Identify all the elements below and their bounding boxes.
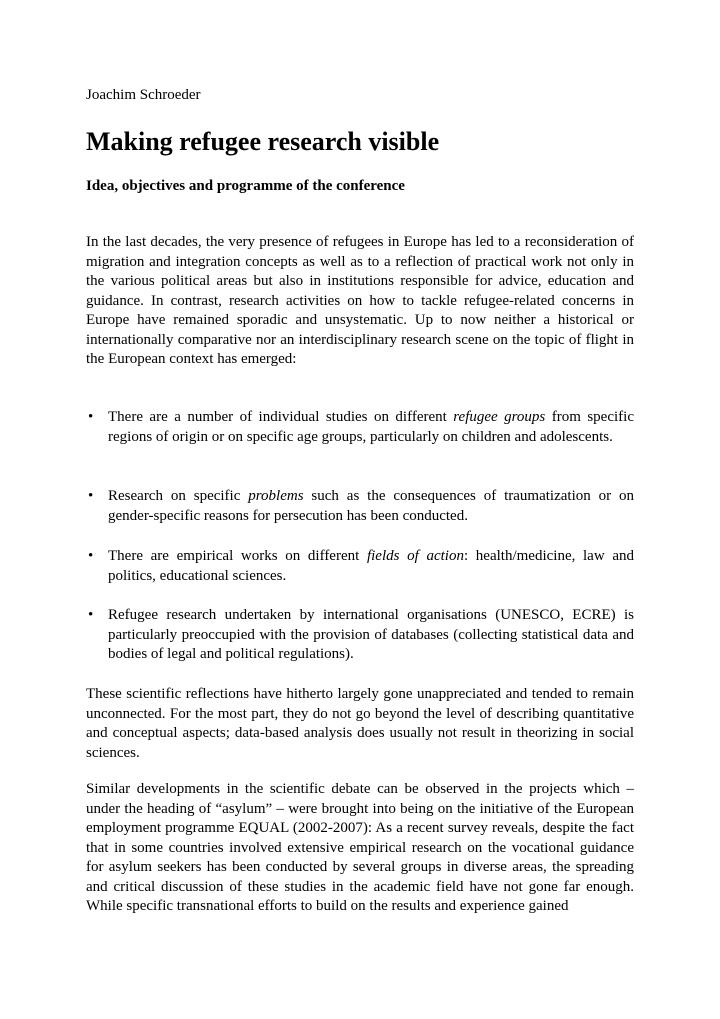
paragraph-text: Similar developments in the scientific debate can be observed in the projects which – under the heading of “asylum” – were brought into being on the initiative of the European employment programme EQUAL (2002-2007): As a recent survey reveals, despite the fact that in some countries involved extensive empirical research on the vocational guidance for asylum seekers has been conducted by several groups in diverse areas, the spreading and critical discussion of these studies in the academic field have not gone far enough. While specific transnational efforts to build on the results and experience gained	[86, 781, 634, 914]
page-title: Making refugee research visible	[86, 127, 440, 156]
list-item: • Research on specific problems such as the consequences of traumatization or on gender-specific reasons for persecution has been conducted.	[88, 488, 635, 524]
list-item: • There are a number of individual studies on different refugee groups from specific regions of origin or on specific age groups, particularly on children and adolescents.	[88, 409, 634, 445]
paragraph-text: In the last decades, the very presence of refugees in Europe has led to a reconsideration of migration and integration concepts as well as to a reflection of practical work not only in the various political areas but also in institutions responsible for advice, education and guidance. In contrast, research activities on how to tackle refugee-related concerns in Europe have remained sporadic and unsystematic. Up to now neither a historical or internationally comparative nor an interdisciplinary research scene on the topic of flight in the European context has emerged:	[86, 234, 634, 367]
emphasis-text: refugee groups	[453, 409, 546, 425]
author-name: Joachim Schroeder	[86, 87, 201, 103]
similar-developments-paragraph	[86, 780, 634, 917]
list-item: • There are empirical works on different fields of action: health/medicine, law and politics, educational sciences.	[88, 548, 634, 584]
subtitle: Idea, objectives and programme of the conference	[86, 178, 405, 194]
intro-paragraph	[86, 233, 634, 370]
bullet-icon: •	[88, 409, 94, 425]
emphasis-text: problems	[248, 488, 304, 504]
bullet-icon: •	[88, 488, 94, 504]
bullet-icon: •	[88, 607, 94, 623]
paragraph-text: These scientific reflections have hitherto largely gone unappreciated and tended to remain unconnected. For the most part, they do not go beyond the level of describing quantitative and conceptual aspects; data-based analysis does usually not result in theorizing in social sciences.	[86, 686, 634, 761]
list-item: • Refugee research undertaken by international organisations (UNESCO, ECRE) is particularly preoccupied with the provision of databases (collecting statistical data and bodies of legal and political regulations).	[88, 607, 634, 662]
bullet-icon: •	[88, 548, 94, 564]
reflections-paragraph	[86, 685, 634, 763]
emphasis-text: fields of action	[366, 548, 464, 564]
